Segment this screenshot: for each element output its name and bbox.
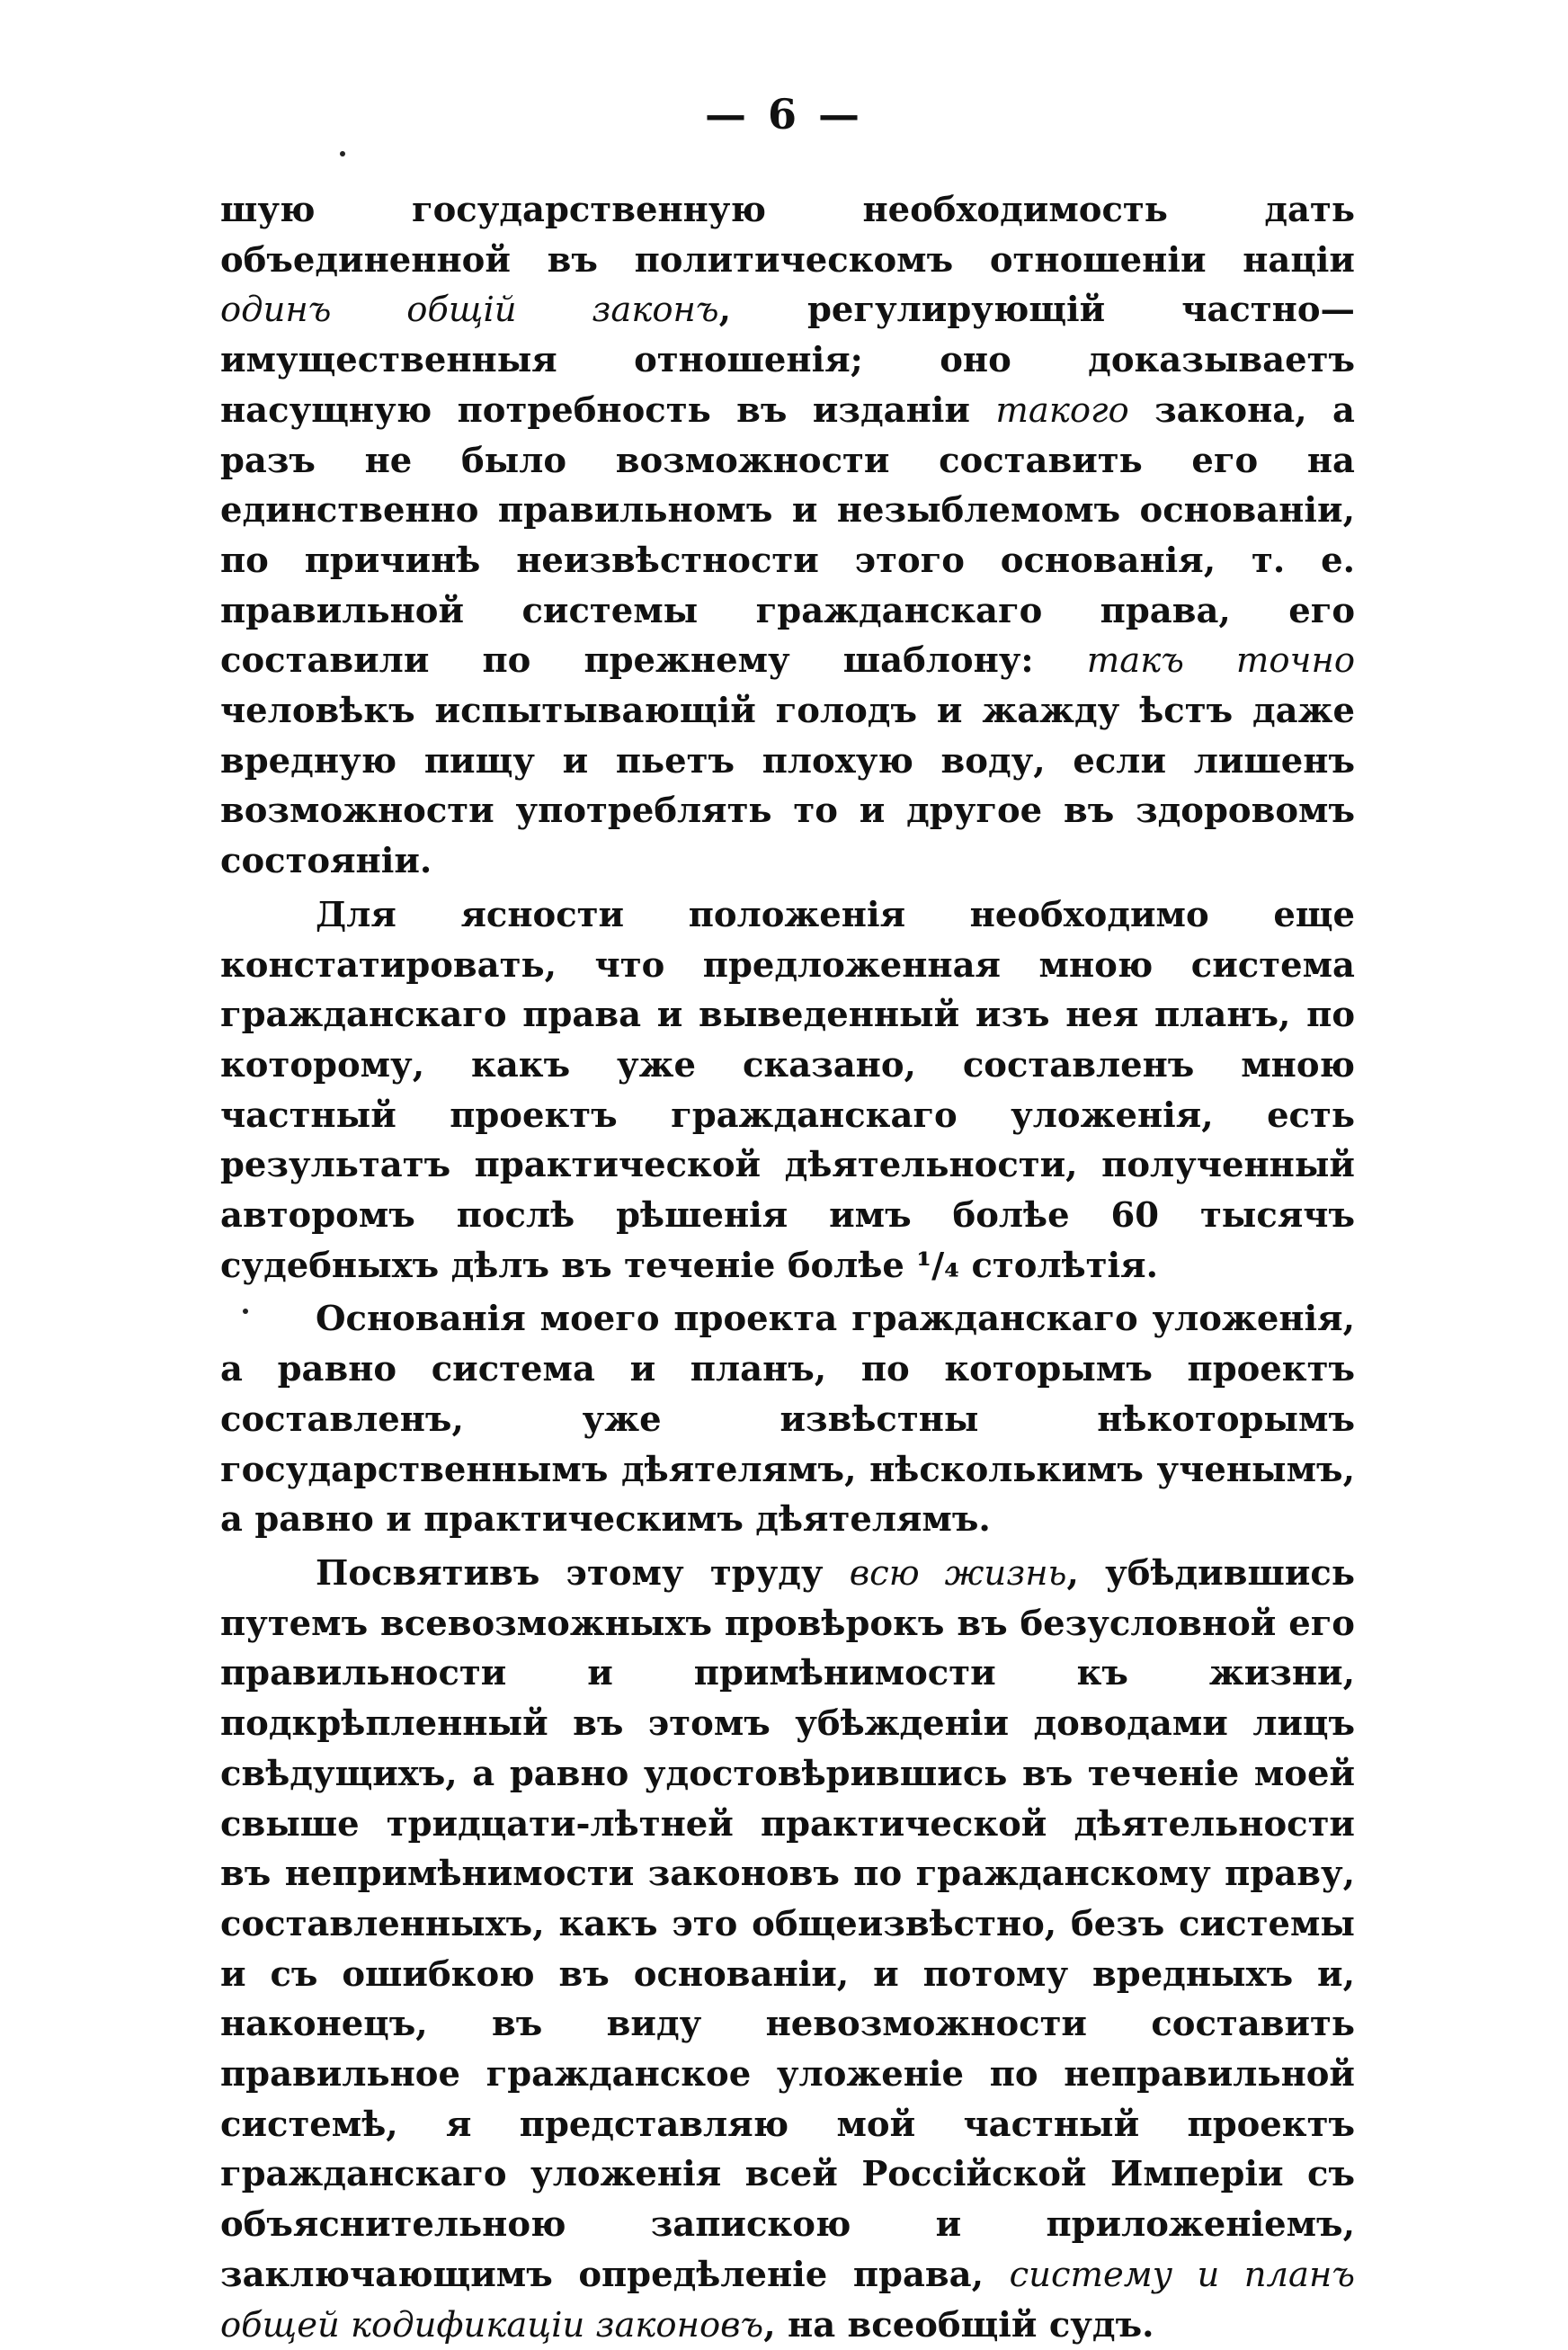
italic-run: такъ точно bbox=[1086, 640, 1355, 682]
paragraph-3 bbox=[220, 1294, 1355, 1545]
print-speck bbox=[340, 151, 345, 156]
paragraph-4 bbox=[220, 1549, 1355, 2350]
text-run: шую государственную необходимость дать объединенной въ политическомъ отношеніи націи bbox=[220, 190, 1355, 281]
text-run: , на всеобщій судъ. bbox=[763, 2304, 1154, 2346]
italic-run: всю жизнь bbox=[849, 1552, 1067, 1594]
italic-run: одинъ общій законъ bbox=[220, 290, 719, 331]
text-run: человѣкъ испытывающій голодъ и жажду ѣстъ даже вредную пищу и пьетъ плохую воду, если лишенъ возможности употреблять то и другое въ здоровомъ состояніи. bbox=[220, 691, 1355, 882]
text-run: Для ясности положенія необходимо еще констатировать, что предложенная мною система гражданскаго права и выведенный изъ нея планъ, по которому, какъ уже сказано, составленъ мною частный проектъ гражданскаго уложенія, есть результатъ практической дѣятельности, полученный авторомъ послѣ рѣшенія имъ болѣе 60 тысячъ судебныхъ дѣлъ въ теченіе болѣе ¹/₄ столѣтія. bbox=[220, 894, 1355, 1286]
text-run: закона, а разъ не было возможности составить его на единственно правильномъ и незыблемомъ основаніи, по причинѣ неизвѣстности этого основанія, т. е. правильной системы гражданскаго права, его составили по прежнему шаблону: bbox=[220, 389, 1355, 682]
text-run: , регулирующій частно—имущественныя отношенія; оно доказываетъ насущную потребность въ изданіи bbox=[220, 290, 1356, 431]
paragraph-2 bbox=[220, 890, 1355, 1291]
text-run: Основанія моего проекта гражданскаго уложенія, а равно система и планъ, по которымъ проектъ составленъ, уже извѣстны нѣкоторымъ государственнымъ дѣятелямъ, нѣсколькимъ ученымъ, а равно и практическимъ дѣятелямъ. bbox=[220, 1299, 1355, 1541]
paragraph-1 bbox=[220, 185, 1355, 887]
italic-run: такого bbox=[995, 389, 1129, 431]
page-number: — 6 — bbox=[704, 90, 864, 138]
text-run: Посвятивъ этому труду bbox=[316, 1552, 850, 1594]
italic-run: систему и планъ общей кодификаціи законовъ bbox=[220, 2254, 1355, 2346]
body-text bbox=[220, 185, 1355, 2350]
text-run: , убѣдившись путемъ всевозможныхъ провѣрокъ въ безусловной его правильности и примѣнимости къ жизни, подкрѣпленный въ этомъ убѣжденіи доводами лицъ свѣдущихъ, а равно удостовѣрившись въ теченіе моей свыше тридцати-лѣтней практической дѣятельности въ непримѣнимости законовъ по гражданскому праву, составленныхъ, какъ это общеизвѣстно, безъ системы и съ ошибкою въ основаніи, и потому вредныхъ и, наконецъ, въ виду невозможности составить правильное гражданское уложеніе по неправильной системѣ, я представляю мой частный проектъ гражданскаго уложенія всей Россійской Имперіи съ объяснительною запискою и приложеніемъ, заключающимъ опредѣленіе права, bbox=[220, 1552, 1355, 2295]
